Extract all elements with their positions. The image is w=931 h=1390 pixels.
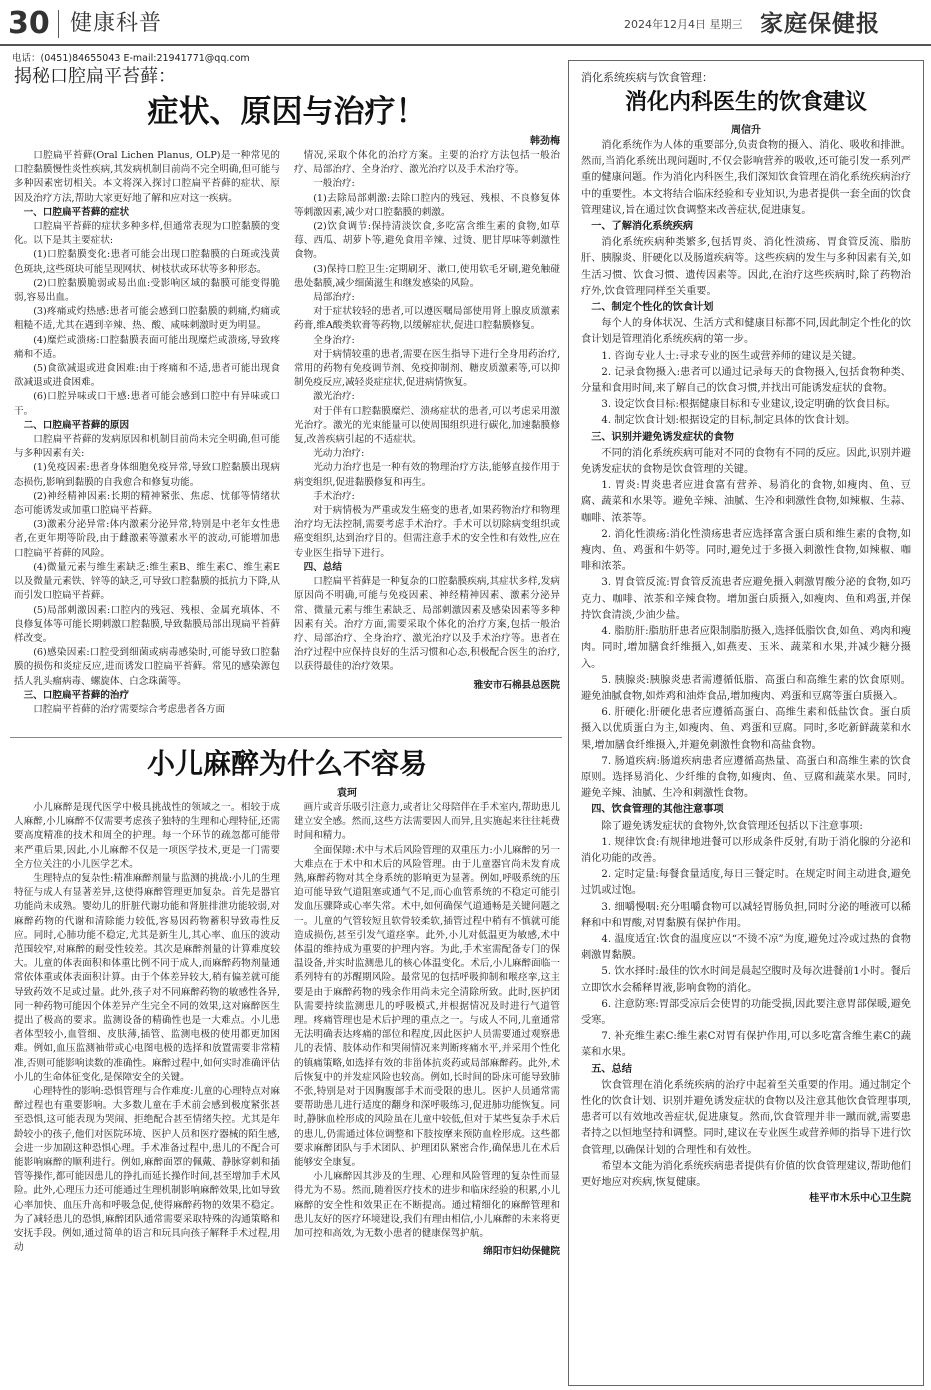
paragraph: 5. 饮水择时:最佳的饮水时间是晨起空腹时及每次进餐前1小时。餐后立即饮水会稀释胃液,影响食物的消化。 <box>581 966 911 994</box>
paragraph: (1)去除局部刺激:去除口腔内的残冠、残根、不良修复体等刺激因素,减少对口腔黏膜的刺激。 <box>294 192 560 218</box>
paragraph: 不同的消化系统疾病可能对不同的食物有不同的反应。因此,识别并避免诱发症状的食物是饮食管理的关键。 <box>581 447 911 476</box>
paragraph: 对于症状较轻的患者,可以遵医嘱局部使用肾上腺皮质激素药膏,维A酸类软膏等药物,以缓解症状,促进口腔黏膜修复。 <box>294 306 560 332</box>
section-heading: 一、口腔扁平苔藓的症状 <box>23 206 130 218</box>
paragraph: 手术治疗: <box>313 490 355 502</box>
section-heading: 二、口腔扁平苔藓的原因 <box>23 419 130 431</box>
paragraph: 口腔扁平苔藓(Oral Lichen Planus, OLP)是一种常见的口腔黏膜慢性炎性疾病,其发病机制目前尚不完全明确,但可能与多种因素密切相关。本文将深入探讨口腔扁平苔藓的症状、原因及治疗方法,帮助大家更好地了解和应对这一疾病。 <box>14 150 280 204</box>
masthead <box>0 0 931 46</box>
paragraph: 全面保障:术中与术后风险管理的双重压力:小儿麻醉的另一大难点在于术中和术后的风险管理。由于儿童器官尚未发育成熟,麻醉药物对其全身系统的影响更为显著。例如,呼吸系统的压迫可能导致气道阻塞或通气不足,而心血管系统的不稳定可能引发血压骤降或心率失常。术中,如何确保气道通畅是关键问题之一。儿童的气管较短且软骨较柔软,插管过程中稍有不慎就可能造成损伤,甚至引发气道痉挛。此外,小儿对低温更为敏感,术中体温的维持成为重要的护理内容。为此,手术室需配备专门的保温设备,并实时监测患儿的核心体温变化。术后,小儿麻醉面临一系列特有的苏醒期风险。最常见的包括呼吸抑制和喉痉挛,这主要是由于麻醉药物的残余作用尚未完全清除所致。此时,医护团队需要持续监测患儿的呼吸模式,并根据情况及时进行气道管理。疼痛管理也是术后护理的重点之一。与成人不同,儿童通常无法明确表达疼痛的部位和程度,因此医护人员需要通过观察患儿的表情、肢体动作和哭闹情况来判断疼痛水平,并采用个性化的镇痛策略,如选择有效的非甾体抗炎药或局部麻醉药。此外,术后恢复中的并发症风险也较高。例如,长时间的卧床可能导致肺不张,特别是对于因胸腹部手术而受限的患儿。医护人员通常需要帮助患儿进行适度的翻身和深呼吸练习,促进肺功能恢复。同时,静脉血栓形成的风险虽在儿童中较低,但对于某些复杂手术后的患儿,仍需通过体位调整和下肢按摩来预防血栓形成。这些都要求麻醉团队与手术团队、护理团队紧密合作,确保患儿在术后能够安全康复。 <box>294 844 560 1169</box>
section-heading: 五、总结 <box>591 1063 632 1075</box>
paragraph: 激光治疗: <box>313 391 355 403</box>
paragraph: (4)糜烂或溃疡:口腔黏膜表面可能出现糜烂或溃疡,导致疼痛和不适。 <box>14 334 280 360</box>
paragraph: (1)口腔黏膜变化:患者可能会出现口腔黏膜的白斑或浅黄色斑块,这些斑块可能呈现网状、树枝状或环状等多种形态。 <box>14 249 280 275</box>
paragraph: (2)饮食调节:保持清淡饮食,多吃富含维生素的食物,如草莓、西瓜、胡萝卜等,避免食用辛辣、过烫、肥甘厚味等刺激性食物。 <box>294 221 560 261</box>
article-digestive-diet <box>568 60 924 1386</box>
author-affiliation: 绵阳市妇幼保健院 <box>483 1246 560 1258</box>
paragraph: (3)疼痛或灼热感:患者可能会感到口腔黏膜的刺痛,灼痛或粗糙不适,尤其在遇到辛辣、热、酸、咸味刺激时更为明显。 <box>14 306 280 332</box>
paragraph: (6)口腔异味或口干感:患者可能会感到口腔中有异味或口干。 <box>14 391 280 417</box>
paragraph: (6)感染因素:口腔受到细菌或病毒感染时,可能导致口腔黏膜的损伤和炎症反应,进而诱发口腔扁平苔藓。常见的感染源包括人乳头瘤病毒、螺旋体、白念珠菌等。 <box>14 647 280 687</box>
paragraph: 7. 肠道疾病:肠道疾病患者应遵循高热量、高蛋白和高维生素的饮食原则。选择易消化、少纤维的食物,如瘦肉、鱼、豆腐和蔬菜水果。同时,避免辛辣、油腻、生冷和刺激性食物。 <box>581 755 911 800</box>
article3-body <box>581 138 911 1390</box>
paragraph: 光动力治疗也是一种有效的物理治疗方法,能够直接作用于病变组织,促进黏膜修复和再生。 <box>294 462 560 488</box>
article1-column-2 <box>294 149 560 745</box>
author-affiliation: 雅安市石棉县总医院 <box>473 679 560 691</box>
author-affiliation: 桂平市木乐中心卫生院 <box>809 1193 911 1205</box>
article1-kicker: 揭秘口腔扁平苔藓： <box>14 66 176 87</box>
paragraph: (3)激素分泌异常:体内激素分泌异常,特别是中老年女性患者,在更年期等阶段,由于雌激素等激素水平的波动,可能增加患口腔扁平苔藓的风险。 <box>14 519 280 559</box>
paragraph: 一般治疗: <box>313 178 355 190</box>
article3-author: 周信升 <box>731 125 761 136</box>
paragraph: 消化系统疾病种类繁多,包括胃炎、消化性溃疡、胃食管反流、脂肪肝、胰腺炎、肝硬化以及肠道疾病等。这些疾病的发生与多种因素有关,如生活习惯、饮食习惯、遗传因素等。因此,在治疗这些疾病时,除了药物治疗外,饮食管理同样至关重要。 <box>581 237 911 297</box>
article1-column-1 <box>14 149 280 745</box>
paragraph: 口腔扁平苔藓的发病原因和机制目前尚未完全明确,但可能与多种因素有关: <box>14 434 280 460</box>
paragraph: 口腔扁平苔藓是一种复杂的口腔黏膜疾病,其症状多样,发病原因尚不明确,可能与免疫因素、神经精神因素、激素分泌异常、微量元素与维生素缺乏、局部刺激因素及感染因素等多种因素有关。治疗方面,需要采取个体化的治疗方案,包括一般治疗、局部治疗、全身治疗、激光治疗以及手术治疗等。患者在治疗过程中应保持良好的生活习惯和心态,积极配合医生的治疗,以获得最佳的治疗效果。 <box>294 576 560 673</box>
paragraph: 小儿麻醉因其涉及的生理、心理和风险管理的复杂性而显得尤为不易。然而,随着医疗技术的进步和临床经验的积累,小儿麻醉的安全性和效果正在不断提高。通过精细化的麻醉管理和患儿友好的医疗环境建设,我们有理由相信,小儿麻醉的未来将更加可控和高效,为无数小患者的健康保驾护航。 <box>294 1171 560 1240</box>
paragraph: 生理特点的复杂性:精准麻醉剂量与监测的挑战:小儿的生理特征与成人有显著差异,这使得麻醉管理更加复杂。首先是器官功能尚未成熟。婴幼儿的肝脏代谢功能和肾脏排泄功能较弱,对麻醉药物的代谢和清除能力较低,容易因药物蓄积导致毒性反应。同时,心肺功能不稳定,尤其是新生儿,其心率、血压的波动范围较窄,对麻醉的耐受性较差。其次是麻醉剂量的计算难度较大。儿童的体表面积和体重比例不同于成人,而麻醉药物剂量通常依体重或体表面积计算。由于个体差异较大,稍有偏差就可能导致药效不足或过量。此外,孩子对不同麻醉药物的敏感性各异,同一种药物可能因个体差异产生完全不同的效果,这对麻醉医生提出了极高的要求。监测设备的精确性也是一大难点。小儿患者体型较小,血管细、皮肤薄,插管、监测电极的使用都更加困难。例如,血压监测袖带或心电图电极的选择和放置需要非常精准,否则可能影响读数的准确性。麻醉过程中,如何实时准确评估小儿的生命体征变化,是保障安全的关键。 <box>14 873 280 1083</box>
paragraph: (5)食欲减退或进食困难:由于疼痛和不适,患者可能出现食欲减退或进食困难。 <box>14 363 280 389</box>
paragraph: 4. 温度适宜:饮食的温度应以“不烫不凉”为度,避免过冷或过热的食物刺激胃黏膜。 <box>581 933 911 962</box>
paragraph: 2. 消化性溃疡:消化性溃疡患者应选择富含蛋白质和维生素的食物,如瘦肉、鱼、鸡蛋和牛奶等。同时,避免过于多摄入刺激性食物,如辣椒、咖啡和浓茶。 <box>581 528 911 573</box>
article-pediatric-anesthesia <box>14 744 560 1379</box>
paragraph: 光动力治疗: <box>313 448 365 460</box>
paragraph: 2. 定时定量:每餐食量适度,每日三餐定时。在规定时间主动进食,避免过饥或过饱。 <box>581 869 911 897</box>
paragraph: 对于病情较重的患者,需要在医生指导下进行全身用药治疗,常用的药物有免疫调节剂、免疫抑制剂、糖皮质激素等,可以抑制免疫反应,减轻炎症症状,促进病情恢复。 <box>294 348 560 389</box>
section-heading: 四、总结 <box>303 561 342 573</box>
article2-author: 袁珂 <box>337 788 357 799</box>
paragraph: (5)局部刺激因素:口腔内的残冠、残根、金属充填体、不良修复体等可能长期刺激口腔黏膜,导致黏膜局部出现扁平苔藓样改变。 <box>14 604 280 644</box>
paragraph: (1)免疫因素:患者身体细胞免疫异常,导致口腔黏膜出现病态损伤,影响到黏膜的自我愈合和修复功能。 <box>14 462 280 488</box>
paragraph: 6. 注意防寒:胃部受凉后会使胃的功能受损,因此要注意胃部保暖,避免受寒。 <box>581 998 911 1026</box>
paragraph: 3. 胃食管反流:胃食管反流患者应避免摄入刺激胃酸分泌的食物,如巧克力、咖啡、浓茶和辛辣食物。增加蛋白质摄入,如瘦肉、鱼和鸡蛋,并保持饮食清淡,少油少盐。 <box>581 577 911 621</box>
article2-title: 小儿麻醉为什么不容易 <box>146 747 427 780</box>
contact-line: 电话：(0451)84655043 E-mail:21941771@qq.com <box>12 53 250 64</box>
paragraph: (4)微量元素与维生素缺乏:维生素B、维生素C、维生素E以及微量元素铁、锌等的缺乏,可导致口腔黏膜的抵抗力下降,从而引发口腔扁平苔藓。 <box>14 561 280 602</box>
paragraph: 7. 补充维生素C:维生素C对胃有保护作用,可以多吃富含维生素C的蔬菜和水果。 <box>581 1031 911 1059</box>
paragraph: 5. 胰腺炎:胰腺炎患者需遵循低脂、高蛋白和高维生素的饮食原则。避免油腻食物,如炸鸡和油炸食品,增加瘦肉、鸡蛋和豆腐等蛋白质摄入。 <box>581 674 911 702</box>
paragraph: 画片或音乐吸引注意力,或者让父母陪伴在手术室内,帮助患儿建立安全感。然而,这些方法需要因人而异,且实施起来往往耗费时间和精力。 <box>294 802 560 842</box>
paragraph: 希望本文能为消化系统疾病患者提供有价值的饮食管理建议,帮助他们更好地应对疾病,恢复健康。 <box>581 1160 911 1188</box>
paragraph: 对于伴有口腔黏膜糜烂、溃疡症状的患者,可以考虑采用激光治疗。激光的光束能量可以使周围组织进行碳化,加速黏膜修复,改善疾病引起的不适症状。 <box>294 405 560 446</box>
paragraph: 口腔扁平苔藓的治疗需要综合考虑患者各方面 <box>33 703 226 715</box>
paragraph: 3. 设定饮食目标:根据健康目标和专业建议,设定明确的饮食目标。 <box>601 399 897 411</box>
paragraph: (2)口腔黏膜脆弱或易出血:受影响区域的黏膜可能变得脆弱,容易出血。 <box>14 277 280 304</box>
paragraph: 心理特性的影响:恐惧管理与合作难度:儿童的心理特点对麻醉过程也有重要影响。大多数儿童在手术前会感到极度紧张甚至恐惧,这可能表现为哭闹、拒绝配合甚至情绪失控。尤其是年龄较小的孩子,他们对医院环境、医护人员和医疗器械的陌生感,会进一步加剧这种恐惧心理。手术准备过程中,患儿的不配合可能影响麻醉的顺利进行。例如,麻醉面罩的佩戴、静脉穿刺和插管等操作,都可能因患儿的挣扎而延长操作时间,甚至增加手术风险。此外,心理压力还可能通过生理机制影响麻醉效果,比如导致心率加快、血压升高和呼吸急促,使得麻醉药物的效果不稳定。为了减轻患儿的恐惧,麻醉团队通常需要采取特殊的沟通策略和安抚手段。例如,通过简单的语言和玩具向孩子解释手术过程,用动 <box>14 1086 280 1254</box>
paragraph: 1. 胃炎:胃炎患者应进食富有营养、易消化的食物,如瘦肉、鱼、豆腐、蔬菜和水果等。避免辛辣、油腻、生冷和刺激性食物,如辣椒、生蒜、咖啡、浓茶等。 <box>581 480 911 524</box>
issue-date: 2024年12月4日 星期三 <box>624 18 743 31</box>
article1-author: 韩劲梅 <box>530 136 560 147</box>
paragraph: 情况,采取个体化的治疗方案。主要的治疗方法包括一般治疗、局部治疗、全身治疗、激光治疗以及手术治疗等。 <box>294 150 560 176</box>
paragraph: 除了避免诱发症状的食物外,饮食管理还包括以下注意事项: <box>601 820 863 832</box>
masthead-divider <box>58 10 59 38</box>
section-title: 健康科普 <box>70 11 163 36</box>
article3-title: 消化内科医生的饮食建议 <box>624 90 867 115</box>
section-heading: 三、识别并避免诱发症状的食物 <box>591 431 734 443</box>
paragraph: (3)保持口腔卫生:定期刷牙、漱口,使用软毛牙刷,避免触碰患处黏膜,减少细菌滋生和继发感染的风险。 <box>294 263 560 289</box>
paragraph: 消化系统作为人体的重要部分,负责食物的摄入、消化、吸收和排泄。然而,当消化系统出现问题时,不仅会影响营养的吸收,还可能引发一系列严重的健康问题。作为消化内科医生,我们深知饮食管理在消化系统疾病治疗中的重要性。本文将结合临床经验和专业知识,为患者提供一套全面的饮食管理建议,旨在通过饮食调整来改善症状,促进康复。 <box>581 140 911 216</box>
paragraph: 4. 制定饮食计划:根据设定的目标,制定具体的饮食计划。 <box>601 415 856 427</box>
paragraph: 对于病情极为严重或发生癌变的患者,如果药物治疗和物理治疗均无法控制,需要考虑手术治疗。手术可以切除病变组织或癌变组织,达到治疗目的。但需注意手术的安全性和有效性,应在专业医生指导下进行。 <box>294 505 560 559</box>
paragraph: 3. 细嚼慢咽:充分咀嚼食物可以减轻胃肠负担,同时分泌的唾液可以稀释和中和胃酸,对胃黏膜有保护作用。 <box>581 901 911 929</box>
article-divider <box>10 737 562 738</box>
article3-kicker: 消化系统疾病与饮食管理： <box>581 71 713 84</box>
paragraph: 小儿麻醉是现代医学中极具挑战性的领域之一。相较于成人麻醉,小儿麻醉不仅需要考虑孩子独特的生理和心理特征,还需要高度精准的技术和周全的护理。每一个环节的疏忽都可能带来严重后果,因此,小儿麻醉不仅是一项医学技术,更是一门需要全方位关注的小儿医学艺术。 <box>14 802 280 870</box>
article1-title: 症状、原因与治疗！ <box>147 94 427 130</box>
paragraph: 1. 规律饮食:有规律地进餐可以形成条件反射,有助于消化腺的分泌和消化功能的改善。 <box>581 836 911 864</box>
article-oral-lichen-planus <box>14 62 560 745</box>
paragraph: 6. 肝硬化:肝硬化患者应遵循高蛋白、高维生素和低盐饮食。蛋白质摄入以优质蛋白为主,如瘦肉、鱼、鸡蛋和豆腐。同时,多吃新鲜蔬菜和水果,增加膳食纤维摄入,并避免刺激性食物和高盐食物。 <box>581 707 911 751</box>
article2-column-1 <box>14 801 280 1379</box>
section-heading: 三、口腔扁平苔藓的治疗 <box>23 689 130 701</box>
section-heading: 一、了解消化系统疾病 <box>591 221 694 233</box>
paragraph: 1. 咨询专业人士:寻求专业的医生或营养师的建议是关键。 <box>601 350 863 362</box>
paragraph: 口腔扁平苔藓的症状多种多样,但通常表现为口腔黏膜的变化。以下是其主要症状: <box>14 221 280 247</box>
paragraph: 每个人的身体状况、生活方式和健康目标都不同,因此制定个性化的饮食计划是管理消化系统疾病的第一步。 <box>581 318 911 346</box>
paragraph: 全身治疗: <box>313 334 355 346</box>
article2-column-2 <box>294 801 560 1379</box>
paragraph: 饮食管理在消化系统疾病的治疗中起着至关重要的作用。通过制定个性化的饮食计划、识别并避免诱发症状的食物以及注意其他饮食管理事项,患者可以有效地改善症状,促进康复。然而,饮食管理并非一蹴而就,需要患者持之以恒地坚持和调整。同时,建议在专业医生或营养师的指导下进行饮食管理,以确保计划的合理性和有效性。 <box>581 1079 911 1156</box>
page-number: 30 <box>8 6 50 41</box>
section-heading: 四、饮食管理的其他注意事项 <box>591 804 724 816</box>
section-heading: 二、制定个性化的饮食计划 <box>591 302 714 314</box>
paragraph: 4. 脂肪肝:脂肪肝患者应限制脂肪摄入,选择低脂饮食,如鱼、鸡肉和瘦肉。同时,增加膳食纤维摄入,如燕麦、玉米、蔬菜和水果,并减少糖分摄入。 <box>581 626 911 670</box>
paragraph: 局部治疗: <box>313 292 355 304</box>
paragraph: 2. 记录食物摄入:患者可以通过记录每天的食物摄入,包括食物种类、分量和食用时间,来了解自己的饮食习惯,并找出可能诱发症状的食物。 <box>581 366 911 395</box>
newspaper-name: 家庭保健报 <box>760 11 880 37</box>
paragraph: (2)神经精神因素:长期的精神紧张、焦虑、忧郁等情绪状态可能诱发或加重口腔扁平苔藓。 <box>14 490 280 517</box>
